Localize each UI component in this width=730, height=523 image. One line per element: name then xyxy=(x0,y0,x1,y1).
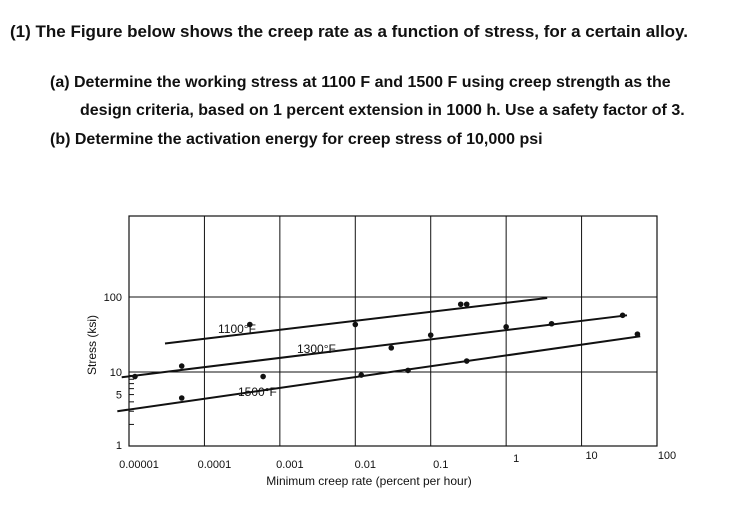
data-point xyxy=(428,332,434,338)
x-tick-label: 0.0001 xyxy=(197,459,232,471)
series-label-3: 1500°F xyxy=(238,385,277,399)
data-point xyxy=(405,368,411,374)
y-tick-label: 10 xyxy=(109,367,122,379)
data-point xyxy=(352,322,358,328)
data-point xyxy=(549,321,555,327)
data-point xyxy=(388,345,394,351)
series-label-2: 1300°F xyxy=(297,342,336,356)
x-tick-label: 0.1 xyxy=(433,459,449,471)
fit-line-3 xyxy=(117,336,640,411)
x-tick-label: 0.00001 xyxy=(119,459,159,471)
data-point xyxy=(503,324,509,330)
data-point xyxy=(620,313,626,319)
data-point xyxy=(635,331,641,337)
y-tick-label: 5 xyxy=(115,389,122,402)
fit-line-1 xyxy=(165,298,547,343)
part-a-line-2: design criteria, based on 1 percent extension in 1000 h. Use a safety factor of 3. xyxy=(80,102,685,119)
data-point xyxy=(179,363,185,369)
plot-frame xyxy=(129,216,657,446)
series-label-1: 1100°F xyxy=(218,322,256,336)
x-tick-label: 0.01 xyxy=(354,459,376,471)
data-point xyxy=(464,358,470,364)
y-tick-label: 100 xyxy=(103,292,122,304)
data-point xyxy=(260,374,266,380)
y-axis-title: Stress (ksi) xyxy=(85,315,99,375)
x-tick-label: 100 xyxy=(657,450,677,462)
data-point xyxy=(464,301,470,307)
part-b: (b) Determine the activation energy for creep stress of 10,000 psi xyxy=(50,131,543,148)
x-tick-label: 1 xyxy=(513,453,520,465)
part-a-line-1: (a) Determine the working stress at 1100 F and 1500 F using creep strength as the xyxy=(50,74,671,91)
x-axis-title: Minimum creep rate (percent per hour) xyxy=(266,474,472,488)
question-title: (1) The Figure below shows the creep rate as a function of stress, for a certain alloy. xyxy=(10,22,688,41)
data-point xyxy=(458,301,464,307)
data-point xyxy=(132,374,138,380)
x-tick-label: 0.001 xyxy=(276,459,304,471)
y-tick-label: 1 xyxy=(115,440,122,452)
data-point xyxy=(358,372,364,378)
data-point xyxy=(179,395,185,401)
x-tick-label: 10 xyxy=(585,450,598,462)
